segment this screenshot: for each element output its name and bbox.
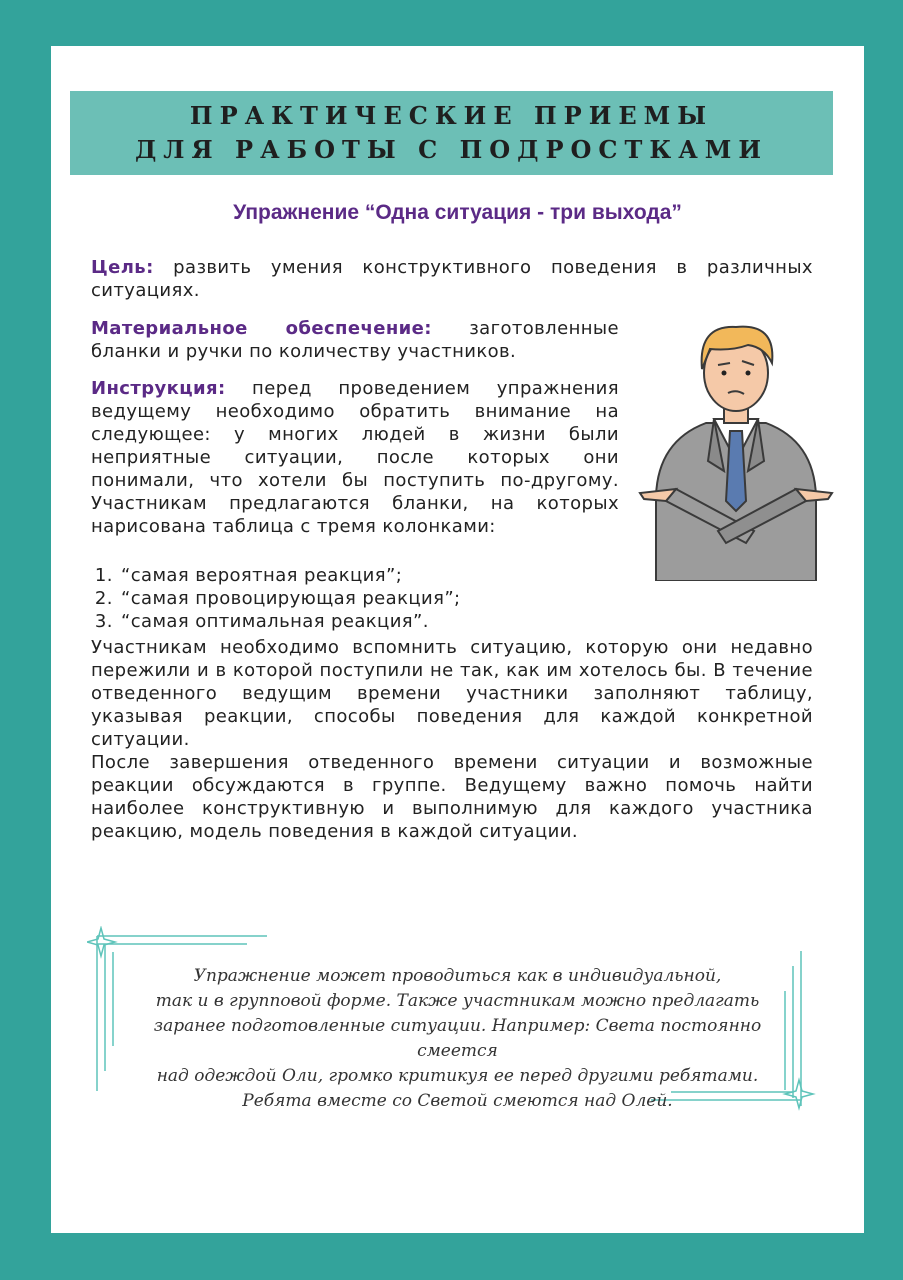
title-banner [70,91,833,175]
note-line: Ребята вместе со Светой смеются над Олей. [242,1091,673,1111]
note-line: Упражнение может проводиться как в индивидуальной, [193,966,722,986]
goal-paragraph [91,256,813,302]
instruction-label: Инструкция: [91,378,226,399]
note-line: так и в групповой форме. Также участникам можно предлагать [155,991,760,1011]
note-line: над одеждой Оли, громко критикуя ее перед другими ребятами. [156,1066,759,1086]
page-sheet [51,46,864,1233]
goal-label: Цель: [91,257,154,278]
materials-text: заготовленные бланки и ручки по количеству участников. [91,318,619,362]
note-block [136,964,779,1114]
goal-text: развить умения конструктивного поведения в различных ситуациях. [91,257,813,301]
materials-paragraph [91,317,619,363]
title-line-1: ПРАКТИЧЕСКИЕ ПРИЕМЫ [189,101,714,130]
confused-man-illustration [636,311,836,581]
note-line: заранее подготовленные ситуации. Например: Света постоянно смеется [153,1016,762,1061]
list-item: 3. “самая оптимальная реакция”. [119,610,461,633]
discussion-text [91,636,813,843]
instruction-text: перед проведением упражнения ведущему необходимо обратить внимание на следующее: у многих людей в жизни были неприятные ситуации, после которых они понимали, что хотели бы поступить по-другому. Участникам предлагаются бланки, на которых нарисована таблица с тремя колонками: [91,378,619,537]
paragraph-2: После завершения отведенного времени ситуации и возможные реакции обсуждаются в группе. Ведущему важно помочь найти наиболее конструктивную и выполнимую для каждого участника реакцию, модель поведения в каждой ситуации. [91,752,813,842]
instruction-paragraph [91,377,619,538]
title-line-2: ДЛЯ РАБОТЫ С ПОДРОСТКАМИ [134,135,769,164]
list-item: 2. “самая провоцирующая реакция”; [119,587,461,610]
exercise-title: Упражнение “Одна ситуация - три выхода” [233,201,682,224]
columns-list [97,564,461,633]
paragraph-1: Участникам необходимо вспомнить ситуацию, которую они недавно пережили и в которой поступили не так, как им хотелось бы. В течение отведенного ведущим времени участники заполняют таблицу, указывая реакции, способы поведения для каждой конкретной ситуации. [91,637,813,750]
materials-label: Материальное обеспечение: [91,318,432,339]
list-item: 1. “самая вероятная реакция”; [119,564,461,587]
